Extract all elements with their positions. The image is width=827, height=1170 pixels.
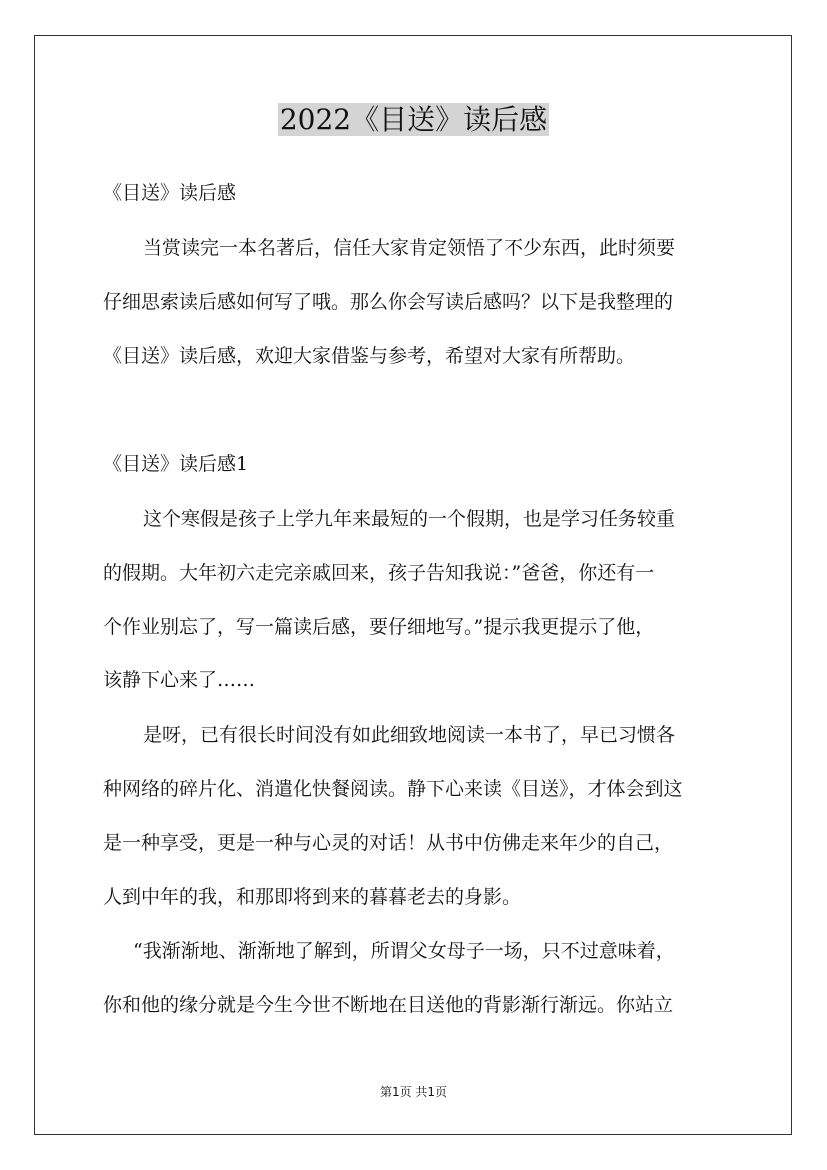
paragraph-line: “我渐渐地、渐渐地了解到，所谓父女母子一场，只不过意味着， bbox=[133, 940, 675, 962]
paragraph-line: 当赏读完一本名著后，信任大家肯定领悟了不少东西，此时须要 bbox=[143, 237, 676, 259]
paragraph-line: 你和他的缘分就是今生今世不断地在目送他的背影渐行渐远。你站立 bbox=[103, 994, 674, 1016]
paragraph-line: 是呀，已有很长时间没有如此细致地阅读一本书了，早已习惯各 bbox=[143, 724, 676, 746]
page-footer: 第1页 共1页 bbox=[379, 1085, 448, 1099]
subtitle-line: 《目送》读后感 bbox=[103, 182, 237, 204]
document-title bbox=[0, 100, 827, 140]
section-heading: 《目送》读后感1 bbox=[103, 453, 249, 475]
paragraph-line: 的假期。大年初六走完亲戚回来，孩子告知我说：”爸爸，你还有一 bbox=[103, 562, 655, 584]
paragraph-line: 种网络的碎片化、消遣化快餐阅读。静下心来读《目送》，才体会到这 bbox=[103, 778, 683, 800]
paragraph-line: 仔细思索读后感如何写了哦。那么你会写读后感吗？以下是我整理的 bbox=[103, 291, 674, 313]
paragraph-line: 这个寒假是孩子上学九年来最短的一个假期，也是学习任务较重 bbox=[143, 508, 676, 530]
paragraph-line: 是一种享受，更是一种与心灵的对话！从书中仿佛走来年少的自己， bbox=[103, 832, 674, 854]
paragraph-line: 该静下心来了…… bbox=[103, 669, 256, 691]
paragraph-line: 个作业别忘了，写一篇读后感，要仔细地写。”提示我更提示了他， bbox=[103, 616, 655, 638]
paragraph-line: 《目送》读后感，欢迎大家借鉴与参考，希望对大家有所帮助。 bbox=[103, 345, 636, 367]
paragraph-line: 人到中年的我，和那即将到来的暮暮老去的身影。 bbox=[103, 886, 522, 908]
document-title-text: 2022《目送》读后感 bbox=[279, 103, 548, 136]
